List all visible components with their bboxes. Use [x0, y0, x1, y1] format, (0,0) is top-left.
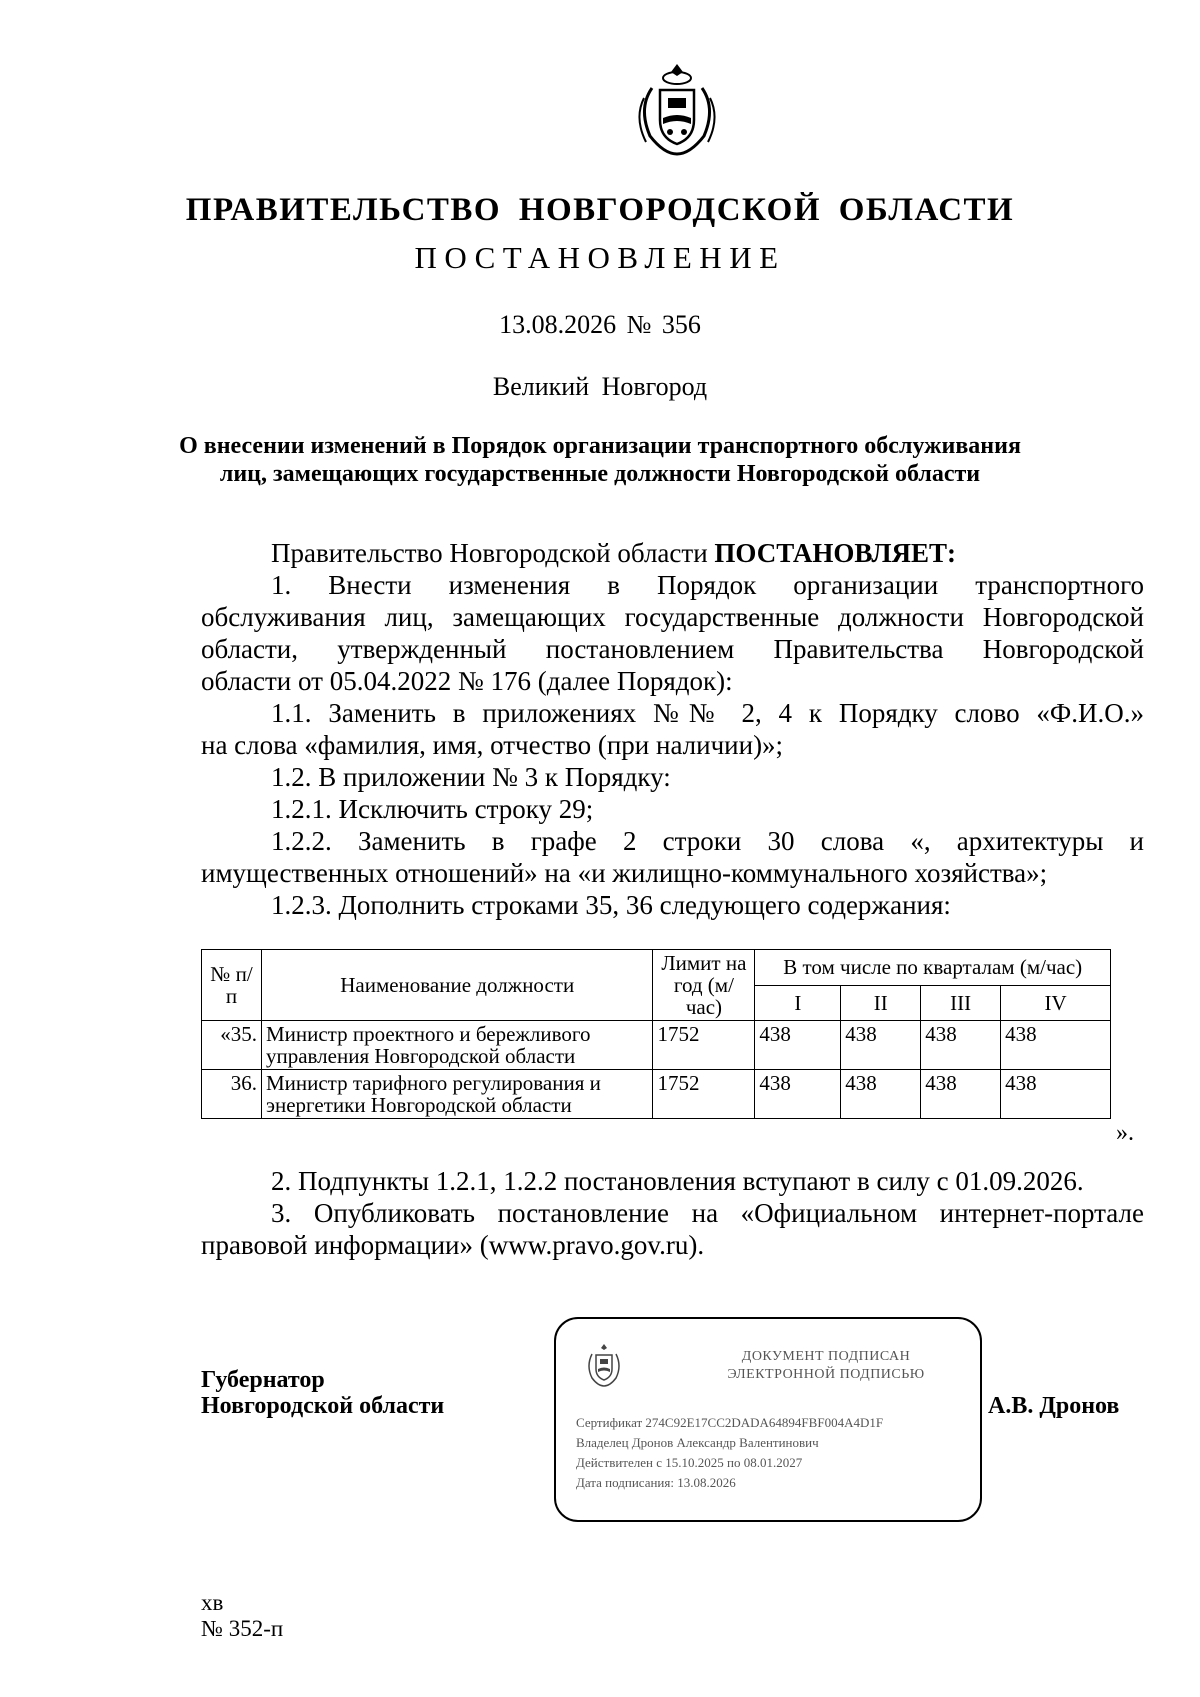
government-title: ПРАВИТЕЛЬСТВО НОВГОРОДСКОЙ ОБЛАСТИ [185, 192, 1015, 228]
table-row [202, 1021, 1111, 1070]
cell-q1: 438 [755, 1021, 841, 1070]
signer-name: А.В. Дронов [988, 1393, 1120, 1419]
cell-q4: 438 [1001, 1021, 1111, 1070]
cell-num: «35. [202, 1021, 262, 1070]
document-body [201, 537, 1144, 921]
header-q3: III [921, 985, 1001, 1021]
cell-name: Министр проектного и бережливого управления Новгородской области [261, 1021, 652, 1070]
document-body-end [201, 1165, 1144, 1261]
document-subject [0, 432, 1200, 488]
cell-limit: 1752 [653, 1021, 755, 1070]
header-limit: Лимит на год (м/час) [653, 950, 755, 1021]
stamp-certificate: Сертификат 274C92E17CC2DADA64894FBF004A4D1F [576, 1415, 884, 1430]
header-quarters: В том числе по кварталам (м/час) [755, 950, 1111, 986]
signer-position [201, 1367, 444, 1419]
stamp-heading-line: ДОКУМЕНТ ПОДПИСАН [741, 1349, 911, 1364]
paragraph-1-2-2-line: имущественных отношений» на «и жилищно-коммунального хозяйства»; [201, 858, 1048, 888]
cell-q4: 438 [1001, 1070, 1111, 1119]
signer-position-line: Губернатор [201, 1367, 325, 1393]
paragraph-1-line: области, утвержденный постановлением Правительства Новгородской [201, 634, 1144, 664]
footer-initials: хв [201, 1590, 224, 1615]
header-num: № п/п [202, 950, 262, 1021]
paragraph-1-line: области от 05.04.2022 № 176 (далее Порядок): [201, 666, 733, 696]
document-date-number: 13.08.2026 № 356 [499, 310, 701, 339]
document-type: ПОСТАНОВЛЕНИЕ [414, 240, 786, 275]
table-row [202, 1070, 1111, 1119]
preamble-text: Правительство Новгородской области [271, 538, 708, 568]
header-q4: IV [1001, 985, 1111, 1021]
preamble-decision: ПОСТАНОВЛЯЕТ: [714, 538, 956, 568]
document-city: Великий Новгород [492, 372, 708, 401]
coat-of-arms-icon [584, 1342, 624, 1388]
paragraph-1-2: 1.2. В приложении № 3 к Порядку: [271, 762, 671, 792]
cell-q1: 438 [755, 1070, 841, 1119]
table-closing-quote: ». [1116, 1120, 1134, 1146]
header-q2: II [841, 985, 921, 1021]
subject-line: лиц, замещающих государственные должности Новгородской области [219, 461, 981, 487]
paragraph-1-2-1: 1.2.1. Исключить строку 29; [271, 794, 594, 824]
paragraph-1-line: обслуживания лиц, замещающих государственные должности Новгородской [201, 602, 1144, 632]
cell-q3: 438 [921, 1021, 1001, 1070]
paragraph-1-line: 1. Внести изменения в Порядок организации транспортного [271, 570, 1144, 600]
paragraph-1-1-line: 1.1. Заменить в приложениях №№ 2, 4 к Порядку слово «Ф.И.О.» [271, 698, 1144, 728]
limits-table [201, 949, 1111, 1119]
stamp-heading-line: ЭЛЕКТРОННОЙ ПОДПИСЬЮ [727, 1367, 925, 1382]
paragraph-3-line: 3. Опубликовать постановление на «Официальном интернет-портале [271, 1198, 1144, 1228]
header-q1: I [755, 985, 841, 1021]
cell-q2: 438 [841, 1021, 921, 1070]
stamp-owner: Владелец Дронов Александр Валентинович [576, 1435, 819, 1450]
paragraph-1-1-line: на слова «фамилия, имя, отчество (при наличии)»; [201, 730, 784, 760]
footer-number: № 352-п [201, 1616, 284, 1641]
paragraph-1-2-3: 1.2.3. Дополнить строками 35, 36 следующего содержания: [271, 890, 951, 920]
table-header-row [202, 950, 1111, 986]
stamp-validity: Действителен с 15.10.2025 по 08.01.2027 [576, 1455, 803, 1470]
coat-of-arms-icon [630, 58, 724, 158]
paragraph-2: 2. Подпункты 1.2.1, 1.2.2 постановления вступают в силу с 01.09.2026. [271, 1166, 1084, 1196]
footer-note [201, 1590, 283, 1642]
stamp-heading [676, 1348, 976, 1384]
stamp-signed-date: Дата подписания: 13.08.2026 [576, 1475, 736, 1490]
stamp-details [576, 1413, 883, 1493]
cell-q2: 438 [841, 1070, 921, 1119]
cell-limit: 1752 [653, 1070, 755, 1119]
subject-line: О внесении изменений в Порядок организации транспортного обслуживания [179, 433, 1021, 459]
header-name: Наименование должности [261, 950, 652, 1021]
electronic-signature-stamp [554, 1317, 982, 1522]
paragraph-3-line: правовой информации» (www.pravo.gov.ru). [201, 1230, 705, 1260]
cell-q3: 438 [921, 1070, 1001, 1119]
cell-num: 36. [202, 1070, 262, 1119]
preamble [201, 537, 1144, 569]
cell-name: Министр тарифного регулирования и энергетики Новгородской области [261, 1070, 652, 1119]
signer-position-line: Новгородской области [201, 1393, 445, 1419]
paragraph-1-2-2-line: 1.2.2. Заменить в графе 2 строки 30 слова «, архитектуры и [271, 826, 1144, 856]
